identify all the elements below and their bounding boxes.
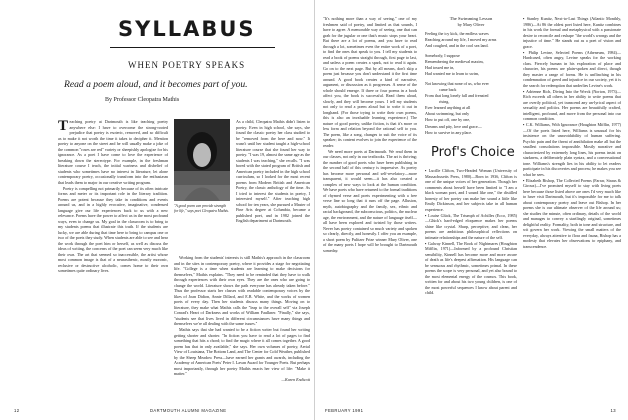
poem-line: Not knowing that none of us, who ever xyxy=(425,80,489,86)
byline: By Professor Cleopatra Mathis xyxy=(105,97,180,103)
poem-line: And coughed, and in the cool sea land. xyxy=(425,43,489,49)
profile-column-lower xyxy=(174,255,314,403)
left-folio-text: DARTMOUTH ALUMNI MAGAZINE xyxy=(150,408,227,413)
essay-paragraph: "It's nothing more than a way of seeing," one of my freshmen said of poetry, and limited as that sounds, I have to agree. A memorable way of seeing, one that can grab for the jugular or one that's music stops your heart. But there are a lot of poems, and you have to read through a lot, sometimes even the entire work of a poet, to find the ones that speak to you. I tell my students to read a book of poems straight through, first page to last, and unless a poem creates a spark, not to read it again. Go on to the next page. But by all means, don't skip a poem just because you don't understand it the first time around. A good book creates a kind of narrative, argument, or discussion as it progresses. A sense of the whole should emerge. If three or four poems in a book affect you, the book is successful. Read them aloud, slowly, and they will become yours. I tell my students not only to read a poem aloud but to write it out in longhand. (For those trying to write their own poems, this is also an invaluable learning experience.) The nature of good poetry, unlike fiction, is that it's more or less form and relation beyond the rational self to you. The poem, like a song, changes to suit the voice of its speaker; its content evolves to join the experience of the reader. xyxy=(323,16,417,148)
poem-line: Dreams and pity, love and grace— xyxy=(425,123,482,129)
choice-item: ▪ Galway Kinnell, The Book of Nightmares (Houghton Mifflin, 1971)—Informed by a profound Christian sensibility, Kinnell has become more and more aware of death as life's deepest affirmation. His language can be sensuous and rhythmic, sometimes primal. In these poems the scope is very personal, and yet also bound to the most elemental energy of the cosmos. This book, written for and about his two young children, is one of the most powerful sequences I know about parent and child. xyxy=(425,240,517,296)
profs-choice-title: Prof's Choice xyxy=(431,145,515,160)
bullet-icon: ▪ xyxy=(425,168,429,173)
bullet-icon: ▪ xyxy=(523,88,526,94)
poem-line: Reaching around my life, I moved my arms xyxy=(425,37,497,43)
choice-item: ▪ Elizabeth Bishop, The Collected Poems (Farrar, Straus & Giroux)—I've promised myself to stay with living poets here because those listed above are ones I'd very much like to have visit Dartmouth, but it's impossible for me to talk about contemporary poetry and leave out Bishop. In her poems she is our ultimate observer of the life around us; she studies the minute, often ordinary, details of the world and manages to convey a startlingly original, sometimes delightful reality. Formality, both in tone and structure, and wit govern her work. Viewing the small matters of the everyday, always attentive to flora and fauna, Bishop has a modesty that elevates her observations to epiphany, and transcendence. xyxy=(523,177,621,249)
poem-line: How to put off, one by one, xyxy=(425,117,471,123)
right-folio-number: 13 xyxy=(610,408,616,413)
essay-paragraph: We need more poets at Dartmouth. We read them in our classes, not only in our textbooks. The art is thriving; the number of good poets who have been publishing in the second half of this century is impressive. As poetry has become more personal and self-revelatory—more transparent, it would seem—it has also created a complex of new ways to look at the human condition. We have poets who have returned to the formal traditions of rhymed verse and poets experimenting with a free verse line so long that it runs off the page. Allusion, myth, autobiography and the family, sex, ethnic and racial background, the subconscious, politics, the nuclear age, the environment, and the nature of language itself—all have been explored and twisted by those writers. Never has poetry contained so much variety and spoken so clearly, directly, and honestly. I offer you an example, a short poem by Pulitzer Prize winner Mary Oliver, one of the many poets I hope will be brought to Dartmouth someday. xyxy=(323,148,417,253)
poem-line: Had wanted me to learn to swim, xyxy=(425,71,480,77)
profile-paragraph: Working from the students' interests is still Mathis's approach in the classroom and in the sites in contemporary poetry, where it provides a stage for negotiating life. "College is a time when students are learning to make decisions for themselves," Mathis explains. "They need to be reminded that they have to walk through experiences with their own eyes. They are the ones who are going to change the world. Literature shows the path everyone has already taken before." Thus the professor starts her classes with readable contemporary voices by the likes of Joan Didion, Annie Dillard, and E.B. White, and the works of women poets of every day. Then her students discuss many things. Moving on to literature, they make what Mathis calls the "leap to the overall self" via Joseph Conrad's Heart of Darkness and works of William Faulkner. "Finally," she says, "students see that lives lived in different circumstances have many things and themselves we're all dealing with the same issues." xyxy=(174,255,310,326)
profs-choice-list xyxy=(425,168,517,406)
poem-line: How to survive in any place. xyxy=(425,129,473,135)
poem-stanza xyxy=(425,53,517,77)
poem-line: came back xyxy=(439,86,457,92)
choice-item: ▪ Philip Levine, Selected Poems (Atheneum, 1984)—Hardcased, often angry, Levine speaks for the working class. Fiercely human in his exploration of place and character, his poems are plain-spoken and direct, though they master a range of forms. He is unflinching in his condemnation of greed and injustice in our society, yet it is the search for redemption that underlies Levine's work. xyxy=(523,49,621,88)
bullet-icon: ▪ xyxy=(425,240,428,246)
bullet-icon: ▪ xyxy=(523,122,526,128)
profs-choice-list-continued xyxy=(523,16,621,406)
left-folio-number: 12 xyxy=(14,408,20,413)
poem-stanza xyxy=(425,81,517,135)
poem-line: From that long lonely fall and frenzied xyxy=(425,93,489,99)
title-rule xyxy=(110,47,275,48)
poem-line: rising, xyxy=(439,99,450,105)
headline: WHEN POETRY SPEAKS xyxy=(128,60,246,70)
poem-stanza xyxy=(425,31,517,49)
profile-column xyxy=(236,119,314,253)
poem-line: About swimming, but only xyxy=(425,111,470,117)
profile-paragraph: Mathis says that she had wanted to be a fiction writer but found her writing getting shorter and shorter. "In fiction you have to read a lot of pages to find something that hits a chord; to find the magic where it all comes together. A good poem has that in only available," she says. Her own volumes of poetry, Aerial View of Louisiana, The Bottom Land, and The Center for Cold Weather, published by the Sheep Meadow Press—have earned her grants and awards, including the Academy of American Poets' Peter I. Lavan Award for Younger Poets. But perhaps most importantly, through her poetry Mathis enacts her view of life: "Make it matter." xyxy=(174,327,310,377)
author-photo xyxy=(174,119,230,201)
choice-item: ▪ Louise Glück, The Triumph of Achilles (Ecco, 1985)—Glück's hard-edged eloquence makes her poems shine like crystal. Sharp, perceptive, and clean, her poems are ambitious philosophical reflections on intimate relationships and the nature of the self. xyxy=(425,212,517,240)
choice-item: ▪ Stanley Kunitz, Next-to-Last Things (Atlantic Monthly, 1986)—At 86 the oldest poet listed here, Kunitz combines in his work the formal and metaphysical with a passionate desire to reconcile and reshape "the world's wrongs and the injustice of time." He stands out as a poet of vision and grace. xyxy=(523,16,621,49)
poem-line: Remembering the medieval maxim, xyxy=(425,58,484,64)
drop-cap: T xyxy=(58,119,69,134)
bullet-icon: ▪ xyxy=(523,177,526,183)
profile-paragraph: As a child, Cleopatra Mathis didn't listen to poetry. Even in high school, she says, she found the classic poetry her class studied to be "removed from the here and now." It wasn't until her student taught a high-school literature course that she found her way to poetry. "I was 19, almost the same age as the students I was teaching," she recalls. "I was bored with the stated program of British and American poetry included in the high school curriculum, so I looked for the most recent poems from Modern British and American Poetry, the classic anthology of the time. As I tried to interest the students in poetry, I interested myself." After teaching high school for ten years, she pursued a Master of Fine Arts degree at Columbia, became a published poet, and in 1982 joined the English department at Dartmouth. xyxy=(236,119,310,223)
essay-column-2 xyxy=(323,16,417,406)
poem-author: by Mary Oliver xyxy=(457,21,485,27)
photo-caption: "A good poem can provide strength for life," says poet Cleopatra Mathis. xyxy=(174,204,229,213)
bullet-icon: ▪ xyxy=(425,212,429,218)
portrait-image xyxy=(174,119,230,201)
choice-item: ▪ Adrienne Rich, Diving Into the Wreck (Norton, 1973)—Rich exceeds all others in her ability to write poems that are overtly political, yet transcend any un-lyrical aspect of sexuality and politics. Her poems are beautifully crafted, intelligent, profound, and move from the personal into our common condition. xyxy=(523,88,621,122)
choice-item: ▪ C.K. Williams, With Ignorance (Houghton Mifflin, 1977)—Of the poets listed here, Williams is unusual for his insistence on the unavoidability of human suffering. Psychic pain and the threat of annihilation make all but the smallest consolations impossible. Mostly narrative and characterized by extremely long lines, his poems insist on starkness, a deliberately plain syntax, and a conversational tone. Williams's strength lies in his ability to let readers participate in his discoveries and process; he makes you see what he sees. xyxy=(523,122,621,177)
choice-item: ▪ Lucille Clifton, Two-Headed Woman (University of Massachusetts Press, 1980)—Born in 1936, Clifton is one of the unique voices of her generation. Though her comments about herself have been limited to "I am a black woman poet, and I sound like one," the distilled honesty of her poetry can make her sound a little like Emily Dickinson, and her subjects take in all human experience. xyxy=(425,168,517,212)
bullet-icon: ▪ xyxy=(523,49,529,55)
right-page xyxy=(314,0,628,420)
bullet-icon: ▪ xyxy=(523,16,527,21)
poem-title: The Swimming Lesson xyxy=(449,16,493,21)
poem-line: Ever learned anything at all xyxy=(425,105,471,111)
essay-column-1 xyxy=(58,119,168,407)
poem-line: Feeling the icy kick, the endless waves xyxy=(425,31,489,36)
author-credit: —Karen Endicott xyxy=(281,377,310,383)
essay-paragraph: Teaching poetry at Dartmouth is like teaching poetry anywhere else: I have to overcome the strong-rooted prejudice that poetry is esoteric, removed, and so difficult as to make it not worth the time it takes to decipher it. Mention poetry to anyone on the street and he will usually make a joke of the common "roses are red" variety or sheepishly apologize for his ignorance. As a poet I have come to love the experience of breaking down the stereotype. For example, in the freshman literature course I teach, the initial wariness and disbelief of students who sometimes have no interest in literature, let alone contemporary poetry, occasionally transform into the enthusiasm that leads them to major in our creative writing program. xyxy=(58,119,168,185)
deck: Read a poem aloud, and it becomes part of you. xyxy=(64,79,248,90)
right-folio-date: FEBRUARY 1991 xyxy=(325,408,364,413)
section-title: SYLLABUS xyxy=(118,17,256,41)
essay-paragraph: Poetry is compelling not primarily because of its often intricate forms and meter or its important role in the literary tradition. Poems are potent because they take in conditions and events around us, and in a highly evocative, imaginative, condensed language give our life experiences back to us with a new relevance. Poems have the power to affect us in the most profound ways, even to change us. My goal in the classroom is to bring to my students poems that illustrate this truth. If the students are lucky, we are able during that time here to bring to campus one or two of the poets they study. When students are able to see and hear the work through the poet him or herself, as well as discuss the ideas of writing, the concerns of the poet can seem very much like their own. The art that seemed so inaccessible, the artist whose most common image is that of a neurasthenic, mostly moronic, reclusive or destructive alcoholic, comes home to their own sometimes quite ordinary lives. xyxy=(58,185,168,274)
poem-line: Had tossed me in, xyxy=(425,65,455,71)
poem-line: Somebody, I suppose xyxy=(425,52,460,58)
